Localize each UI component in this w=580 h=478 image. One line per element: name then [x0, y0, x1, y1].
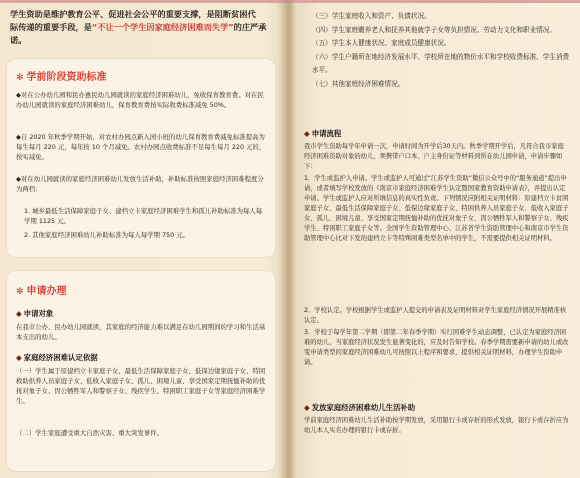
intro-line-2-post: 的庄严承诺。 [10, 22, 267, 45]
section-title-standard-text: 学前阶段资助标准 [26, 72, 107, 83]
basis-list-continued [312, 10, 570, 91]
process-para-1: 我市学生资助每学年申请一次，申请时间为开学后30天内。秋季学期开学后，凡符合我市家庭经济困难资助对象的幼儿，须携带户口本、户主身份证等材料到所在幼儿园申请，申请步骤如下： [304, 143, 564, 170]
process-para-2: 1．学生或监护人申请。学生或监护人可通过“江苏学生资助”微信公众号中的“服务通道”提出申请，或者填写学校发放的《南京市家庭经济困难学生认定暨国家教育资助申请表》，并提出认定申请。学生或监护人应对所填信息的真实性负责。下列情况应附相关证明材料：原建档立卡贫困家庭子女、最低生活保障家庭子女、低保边缘家庭子女、特困供养人员家庭子女、低收入家庭子女、孤儿、困境儿童、享受国家定期抚恤补助的优抚对象子女、因公牺牲军人和警察子女、残疾学生、特困职工家庭子女等。全国学生资助管理中心、江苏省学生资助管理中心和南京市学生资助管理中心比对下发的建档立卡等特殊困难类型名单中的学生，不需要提供相关证明材料。 [304, 175, 569, 242]
subhead-applicant-text: 申请对象 [23, 309, 54, 318]
standard-para-3: ◆对在幼儿园就读的家庭经济困难幼儿发放生活补助，补助标准按照家庭经济困难程度分为两档： [16, 175, 264, 193]
standard-item-2: 2. 其他家庭经济困难幼儿补助标准为每人每学期 750 元。 [24, 231, 189, 239]
process-para-4: 3．学校于每学年第二学期（即第二年春季学期）实行困难学生动态调整，已认定为家庭经济困难的幼儿，当家庭经济状况发生显著变化的，应及时告知学校。春季学期需要新申请的幼儿或改变申请类型的家庭经济困难幼儿可按照以上程序和要求，提供相关证明材料，办理学生资助申请。 [304, 329, 569, 366]
intro-line-2-pre: 际传递的重要手段，是 [10, 22, 92, 32]
subhead-basis [16, 352, 98, 363]
diamond-icon: ◆ [304, 403, 310, 412]
section-title-apply-text: 申请办理 [26, 286, 67, 297]
asterisk-icon: ✻ [16, 73, 24, 83]
asterisk-icon: ✻ [16, 287, 24, 297]
right-page [292, 0, 580, 478]
standard-item-1: 1. 城乡最低生活保障家庭子女、建档立卡家庭经济困难学生和孤儿补助标准为每人每学期 1125 元。 [24, 207, 263, 225]
section-title-standard [16, 68, 107, 83]
diamond-icon: ◆ [16, 309, 22, 318]
basis-item-5: （五）学生本人健康状况、家庭成员健康状况。 [312, 39, 451, 47]
basis-item-7: （七）其他家庭经济困难情况。 [312, 79, 405, 88]
standard-para-1: ◆对在公办幼儿园和民办惠民幼儿园就读的家庭经济困难幼儿，免收保育教育费。对在民办幼儿园就读的家庭经济困难幼儿，保育教育费按实际收费标准减免 50%。 [16, 91, 264, 109]
subhead-process-text: 申请流程 [311, 129, 342, 138]
basis-para-2: （二）学生家庭遭受重大自然灾害、重大突发事件。 [16, 429, 163, 437]
subhead-payment-text: 发放家庭经济困难幼儿生活补助 [311, 403, 416, 412]
subhead-applicant [16, 308, 53, 319]
intro-line-1: 学生资助是维护教育公平、促进社会公平的重要支撑，是阻断贫困代 [10, 9, 256, 19]
basis-item-4: （四）学生家庭赡养老人和抚养其他就学子女等负担情况、劳动力文化和职业情况。 [312, 25, 556, 34]
payment-para: 学前家庭经济困难幼儿生活补助按学期发放，采用银行卡或存折的形式发放，银行卡或存折应为幼儿本人实名办理的银行卡或存折。 [304, 417, 569, 434]
diamond-icon: ◆ [16, 353, 22, 362]
process-para-3: 2．学校认定。学校根据学生或监护人提交的申请表及证明材料对学生家庭经济情况开展精准核认定。 [304, 307, 567, 324]
card-application [6, 270, 276, 472]
basis-item-6: （六）学生户籍所在地经济发展水平、学校所在地的物价水平和学校收费标准、学生消费水平。 [312, 52, 570, 74]
basis-para-1: （一）学生属于原建档立卡家庭子女、最低生活保障家庭子女、低保边缘家庭子女、特困救助供养人员家庭子女、低收入家庭子女、孤儿、困境儿童、享受国家定期抚恤补助的优抚对象子女、因公牺牲军人和警察子女、残疾学生、特困职工家庭子女等家庭经济困难学生。 [16, 367, 266, 405]
left-page [0, 0, 284, 478]
subhead-basis-text: 家庭经济困难认定依据 [23, 353, 98, 362]
diamond-icon: ◆ [304, 129, 310, 138]
intro-quote: “不让一个学生因家庭经济困难而失学” [91, 22, 234, 32]
standard-para-2: ◆自 2020 年秋季学期开始，对农村办园点新入园小班的幼儿保育教育费减免标准提高为每生每月 220 元，每年按 10 个月减免。农村办园点收费标准不足每生每月 220 元的，按实减免。 [16, 133, 266, 161]
card-funding-standard [6, 58, 276, 258]
intro-line-2 [10, 21, 272, 47]
applicant-para: 在我市公办、民办幼儿园就读，其家庭的经济能力难以满足在幼儿园期间的学习和生活基本支出的幼儿。 [16, 323, 266, 341]
subhead-process [304, 128, 341, 139]
basis-item-3: （三）学生家庭收入和资产、负债状况。 [312, 12, 431, 20]
intro-text [10, 8, 272, 47]
subhead-payment [304, 402, 415, 413]
section-title-apply [16, 282, 67, 297]
